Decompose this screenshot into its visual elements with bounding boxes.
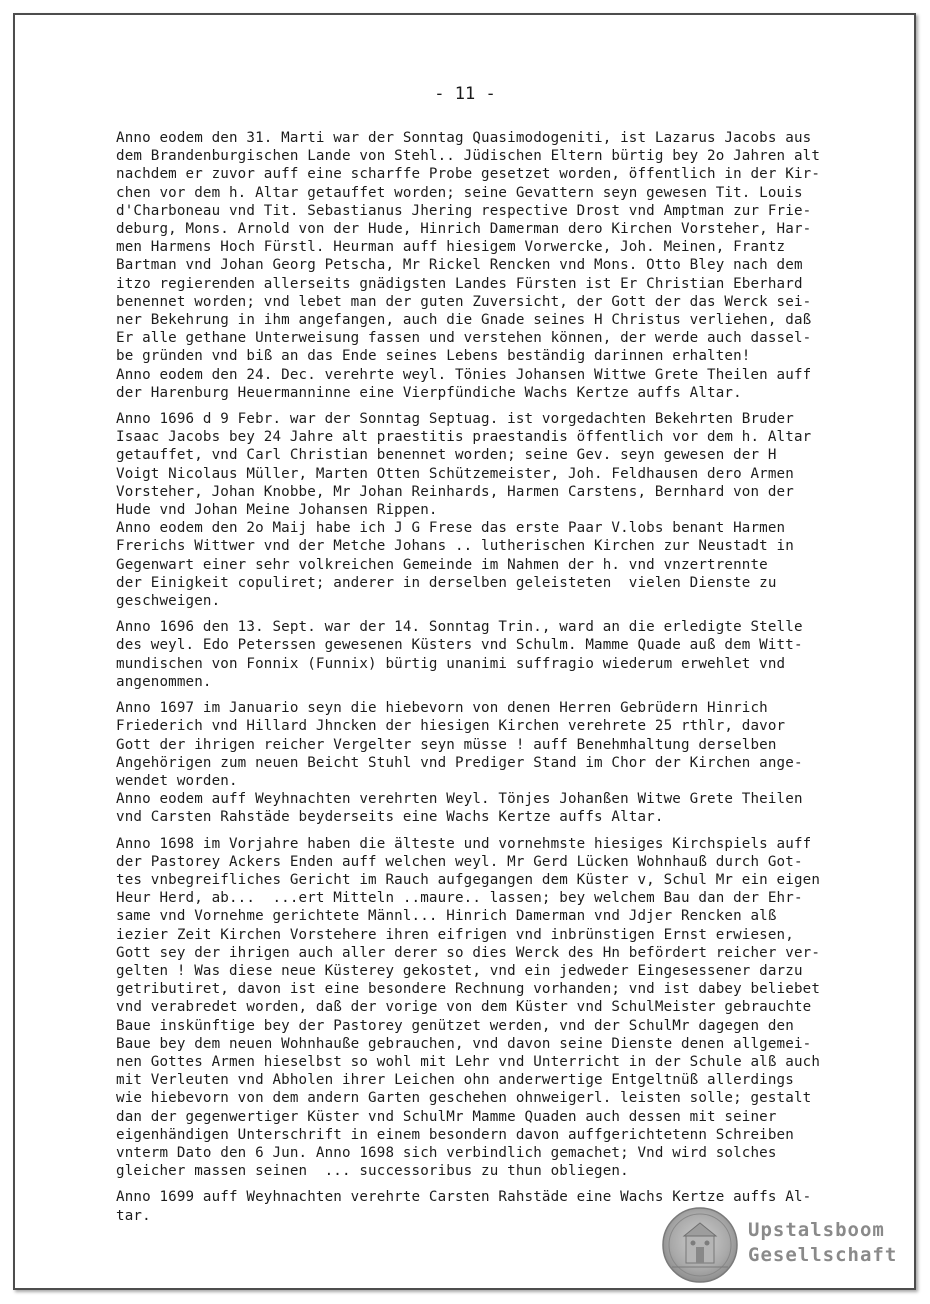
text-line: Anno 1698 im Vorjahre haben die älteste und vornehmste hiesiges Kirchspiels auff (116, 835, 812, 852)
text-line: vnterm Dato den 6 Jun. Anno 1698 sich verbindlich gemachet; Vnd wird solches (116, 1144, 777, 1161)
watermark (660, 1205, 910, 1285)
text-line: des weyl. Edo Peterssen gewesenen Küsters vnd Schulm. Mamme Quade auß dem Witt- (116, 637, 803, 654)
text-line: vnd Carsten Rahstäde beyderseits eine Wachs Kertze auffs Altar. (116, 809, 664, 826)
text-line: men Harmens Hoch Fürstl. Heurman auff hiesigem Vorwercke, Joh. Meinen, Frantz (116, 239, 786, 256)
text-line: vnd verabredet worden, daß der vorige von dem Küster vnd SchulMeister gebrauchte (116, 999, 812, 1016)
text-line: Gott der ihrigen reicher Vergelter seyn müsse ! auff Benehmhaltung derselben (116, 736, 777, 753)
text-line: mundischen von Fonnix (Funnix) bürtig unanimi suffragio wiederum erwehlet vnd (116, 655, 786, 672)
text-line: Voigt Nicolaus Müller, Marten Otten Schützemeister, Joh. Feldhausen dero Armen (116, 465, 794, 482)
text-line: eigenhändigen Unterschrift in einem besondern davon auffgerichtetenn Schreiben (116, 1126, 794, 1143)
text-line: dem Brandenburgischen Lande von Stehl.. Jüdischen Eltern bürtig bey 2o Jahren alt (116, 148, 821, 165)
watermark-subtitle: Gesellschaft (748, 1244, 898, 1266)
text-line: nachdem er zuvor auff eine scharffe Probe gesetzet worden, öffentlich in der Kir- (116, 166, 821, 183)
text-line: der Harenburg Heuermanninne eine Vierpfündiche Wachs Kertze auffs Altar. (116, 384, 742, 401)
text-line: itzo regierenden allerseits gnädigsten Landes Fürsten ist Er Christian Eberhard (116, 275, 803, 292)
text-line: wendet worden. (116, 772, 238, 789)
paragraph (116, 835, 856, 1181)
text-line: ner Bekehrung in ihm angefangen, auch die Gnade seines H Christus verliehen, daß (116, 312, 812, 329)
text-line: Anno eodem auff Weyhnachten verehrten Weyl. Tönjes Johanßen Witwe Grete Theilen (116, 791, 803, 808)
text-line: Bartman vnd Johan Georg Petscha, Mr Rickel Rencken vnd Mons. Otto Bley nach dem (116, 257, 803, 274)
text-line: tar. (116, 1207, 151, 1224)
text-line: geschweigen. (116, 593, 221, 610)
text-line: angenommen. (116, 673, 212, 690)
paragraph (116, 699, 856, 826)
paragraph (116, 410, 856, 610)
paragraph (116, 618, 856, 691)
text-line: der Pastorey Ackers Enden auff welchen weyl. Mr Gerd Lücken Wohnhauß durch Got- (116, 853, 803, 870)
text-line: Anno 1696 den 13. Sept. war der 14. Sonntag Trin., ward an die erledigte Stelle (116, 619, 803, 636)
text-line: Er alle gethane Unterweisung fassen und verstehen können, der werde auch dassel- (116, 330, 812, 347)
page-number: - 11 - (434, 84, 496, 104)
text-line: getributiret, davon ist eine besondere Rechnung vorhanden; vnd ist dabey beliebet (116, 981, 821, 998)
text-line: dan der gegenwertiger Küster vnd SchulMr Mamme Quaden auch dessen mit seiner (116, 1108, 777, 1125)
text-line: same vnd Vornehme gerichtete Männl... Hinrich Damerman vnd Jdjer Rencken alß (116, 908, 777, 925)
text-line: Gott sey der ihrigen auch aller derer so dies Werck des Hn befördert reicher ver- (116, 944, 821, 961)
paragraph (116, 129, 856, 402)
text-line: Anno 1699 auff Weyhnachten verehrte Carsten Rahstäde eine Wachs Kertze auffs Al- (116, 1189, 812, 1206)
text-line: nen Gottes Armen hieselbst so wohl mit Lehr vnd Unterricht in der Schule alß auch (116, 1053, 821, 1070)
text-line: der Einigkeit copuliret; anderer in derselben geleisteten vielen Dienste zu (116, 574, 777, 591)
text-line: Heur Herd, ab... ...ert Mitteln ..maure.. lassen; bey welchem Bau dan der Ehr- (116, 890, 803, 907)
text-line: gleicher massen seinen ... successoribus zu thun obliegen. (116, 1163, 629, 1180)
document-body (116, 129, 856, 1233)
text-line: wie hiebevorn von dem andern Garten geschehen ohnweigerl. leisten solle; gestalt (116, 1090, 812, 1107)
text-line: Anno eodem den 2o Maij habe ich J G Frese das erste Paar V.lobs benant Harmen (116, 520, 786, 537)
text-line: deburg, Mons. Arnold von der Hude, Hinrich Damerman dero Kirchen Vorsteher, Har- (116, 221, 812, 238)
text-line: Angehörigen zum neuen Beicht Stuhl vnd Prediger Stand im Chor der Kirchen ange- (116, 754, 803, 771)
text-line: gelten ! Was diese neue Küsterey gekostet, vnd ein jedweder Eingesessener darzu (116, 962, 803, 979)
text-line: Anno eodem den 24. Dec. verehrte weyl. Tönies Johansen Wittwe Grete Theilen auff (116, 366, 812, 383)
text-line: Anno 1697 im Januario seyn die hiebevorn von denen Herren Gebrüdern Hinrich (116, 700, 768, 717)
text-line: Baue inskünftige bey der Pastorey genützet werden, vnd der SchulMr dagegen den (116, 1017, 794, 1034)
text-line: mit Verleuten vnd Abholen ihrer Leichen ohn anderwertige Entgeltnüß allerdings (116, 1072, 794, 1089)
text-line: Baue bey dem neuen Wohnhauße gebrauchen, vnd davon seine Dienste denen allgemei- (116, 1035, 812, 1052)
text-line: be gründen vnd biß an das Ende seines Lebens beständig darinnen erhalten! (116, 348, 751, 365)
text-line: Anno eodem den 31. Marti war der Sonntag Quasimodogeniti, ist Lazarus Jacobs aus (116, 130, 812, 146)
text-line: chen vor dem h. Altar getauffet worden; seine Gevattern seyn gewesen Tit. Louis (116, 184, 803, 201)
text-line: tes vnbegreifliches Gericht im Rauch aufgegangen dem Küster v, Schul Mr ein eigen (116, 871, 821, 888)
text-line: Vorsteher, Johan Knobbe, Mr Johan Reinhards, Harmen Carstens, Bernhard von der (116, 483, 794, 500)
text-line: Anno 1696 d 9 Febr. war der Sonntag Septuag. ist vorgedachten Bekehrten Bruder (116, 411, 794, 428)
text-line: Hude vnd Johan Meine Johansen Rippen. (116, 502, 438, 519)
text-line: d'Charboneau vnd Tit. Sebastianus Jhering respective Drost vnd Amptman zur Frie- (116, 202, 812, 219)
watermark-title: Upstalsboom (748, 1219, 885, 1241)
text-line: Isaac Jacobs bey 24 Jahre alt praestitis praestandis öffentlich vor dem h. Altar (116, 429, 812, 446)
text-line: Frerichs Wittwer vnd der Metche Johans .. lutherischen Kirchen zur Neustadt in (116, 538, 794, 555)
text-line: Gegenwart einer sehr volkreichen Gemeinde im Nahmen der h. vnd vnzertrennte (116, 556, 768, 573)
text-line: getauffet, vnd Carl Christian benennet worden; seine Gev. seyn gewesen der H (116, 447, 777, 464)
text-line: iezier Zeit Kirchen Vorstehere ihren eifrigen vnd inbrünstigen Ernst erwiesen, (116, 926, 794, 943)
text-line: benennet worden; vnd lebet man der guten Zuversicht, der Gott der das Werck sei- (116, 293, 812, 310)
seal-icon (660, 1205, 740, 1285)
text-line: Friederich vnd Hillard Jhncken der hiesigen Kirchen verehrete 25 rthlr, davor (116, 718, 786, 735)
